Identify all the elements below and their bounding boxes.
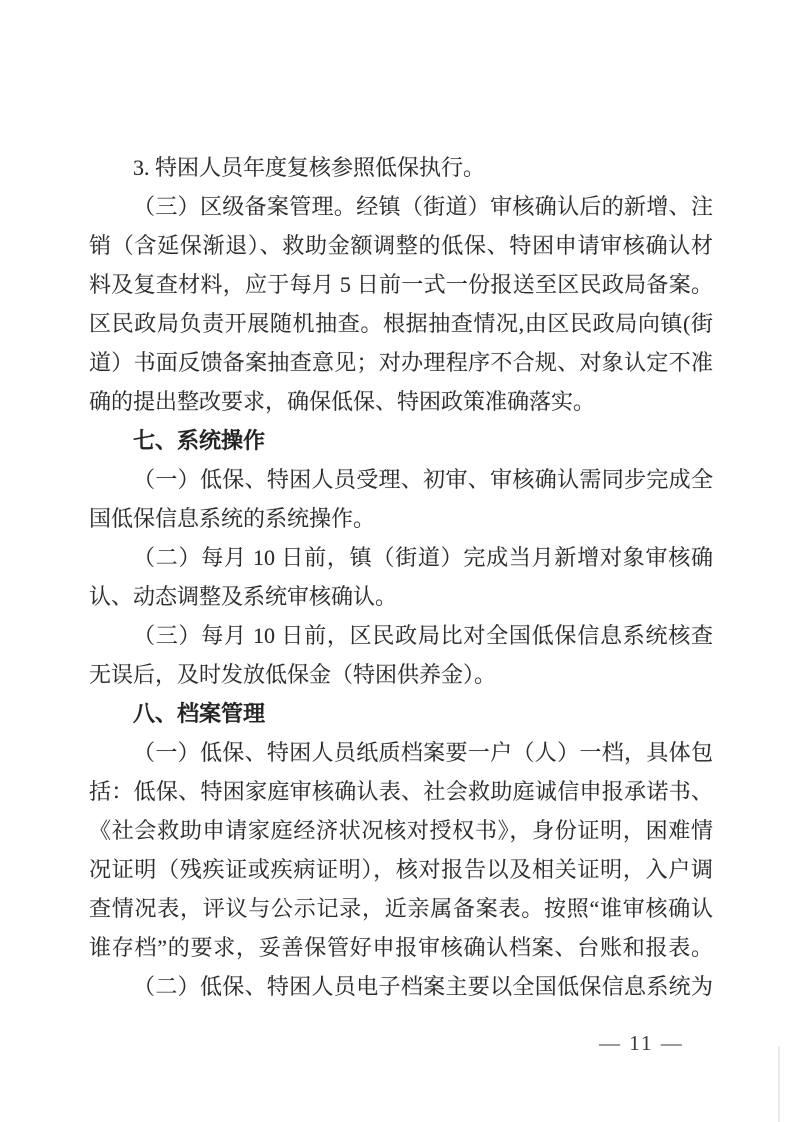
- text-line: 八、档案管理: [133, 701, 266, 726]
- text-line: （二）低保、特困人员电子档案主要以全国低保信息系统为: [133, 974, 713, 999]
- text-line: 确的提出整改要求，确保低保、特困政策准确落实。: [89, 389, 596, 414]
- text-line: （三）区级备案管理。经镇（街道）审核确认后的新增、注: [133, 194, 713, 219]
- page-number: — 11 —: [599, 1031, 684, 1055]
- text-line: （一）低保、特困人员受理、初审、审核确认需同步完成全: [133, 467, 713, 492]
- text-line: （二）每月 10 日前，镇（街道）完成当月新增对象审核确: [133, 545, 713, 570]
- text-line: （三）每月 10 日前，区民政局比对全国低保信息系统核查: [133, 623, 713, 648]
- text-line: 认、动态调整及系统审核确认。: [89, 584, 398, 609]
- scan-edge-artifact: [778, 1046, 780, 1122]
- text-line: 道）书面反馈备案抽查意见；对办理程序不合规、对象认定不准: [89, 350, 713, 375]
- text-line: 况证明（残疾证或疾病证明），核对报告以及相关证明，入户调: [89, 857, 713, 882]
- text-line: 区民政局负责开展随机抽查。根据抽查情况,由区民政局向镇(街: [89, 311, 713, 336]
- text-line: 3. 特困人员年度复核参照低保执行。: [133, 155, 486, 180]
- text-line: （一）低保、特困人员纸质档案要一户（人）一档，具体包: [133, 740, 713, 765]
- text-line: 谁存档”的要求，妥善保管好申报审核确认档案、台账和报表。: [89, 935, 713, 960]
- text-line: 销（含延保渐退）、救助金额调整的低保、特困申请审核确认材: [89, 233, 713, 258]
- text-line: 无误后，及时发放低保金（特困供养金）。: [89, 662, 497, 687]
- text-line: 括：低保、特困家庭审核确认表、社会救助庭诚信申报承诺书、: [89, 779, 713, 804]
- text-line: 料及复查材料，应于每月 5 日前一式一份报送至区民政局备案。: [89, 272, 713, 297]
- text-line: 查情况表，评议与公示记录，近亲属备案表。按照“谁审核确认: [89, 896, 713, 921]
- document-body: [89, 148, 713, 1006]
- text-line: 国低保信息系统的系统操作。: [89, 506, 376, 531]
- text-line: 《社会救助申请家庭经济状况核对授权书》，身份证明，困难情: [89, 818, 713, 843]
- text-line: 七、系统操作: [133, 428, 266, 453]
